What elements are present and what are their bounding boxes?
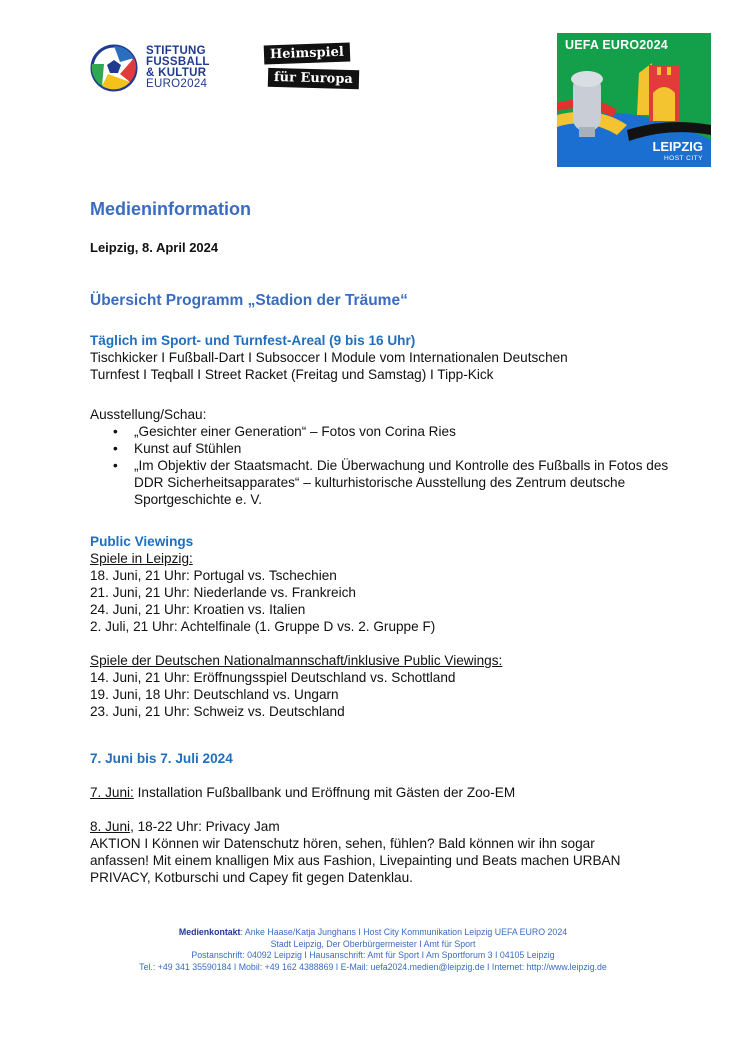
footer-contact: : Anke Haase/Katja Junghans I Host City Kommunikation Leipzig UEFA EURO 2024	[240, 927, 568, 937]
football-icon	[90, 44, 138, 92]
program-heading: Übersicht Programm „Stadion der Träume“	[90, 292, 408, 309]
list-item: 2. Juli, 21 Uhr: Achtelfinale (1. Gruppe D vs. 2. Gruppe F)	[90, 619, 436, 634]
list-item: 14. Juni, 21 Uhr: Eröffnungsspiel Deutschland vs. Schottland	[90, 670, 456, 685]
june7-entry	[90, 784, 670, 801]
public-viewings-section	[90, 533, 670, 720]
uefa-euro-leipzig-logo	[557, 33, 711, 167]
exhibition-label: Ausstellung/Schau:	[90, 407, 207, 422]
logo-line: Heimspiel	[264, 43, 350, 65]
list-item: • „Im Objektiv der Staatsmacht. Die Überwachung und Kontrolle des Fußballs in Fotos des DDR Sicherheitsapparates“ – kulturhistorische Ausstellung des Zentrum deutsche Sportgeschichte e. V.	[90, 457, 670, 508]
logo-line: EURO2024	[146, 78, 208, 90]
logo-line: für Europa	[268, 68, 359, 89]
june8-date: 8. Juni	[90, 819, 131, 834]
list-item: • Kunst auf Stühlen	[90, 440, 670, 457]
list-item: 21. Juni, 21 Uhr: Niederlande vs. Frankreich	[90, 585, 356, 600]
exhibition-section	[90, 406, 670, 508]
list-item: 24. Juni, 21 Uhr: Kroatien vs. Italien	[90, 602, 306, 617]
dateline: Leipzig, 8. April 2024	[90, 240, 219, 255]
footer-line: Stadt Leipzig, Der Oberbürgermeister I Amt für Sport	[270, 938, 476, 949]
june7-text: Installation Fußballbank und Eröffnung mit Gästen der Zoo-EM	[133, 785, 516, 800]
daily-section	[90, 332, 670, 383]
page-title: Medieninformation	[90, 199, 251, 219]
footer-line	[90, 927, 656, 939]
heimspiel-logo	[262, 44, 374, 96]
daily-heading: Täglich im Sport- und Turnfest-Areal (9 bis 16 Uhr)	[90, 333, 416, 348]
footer-line: Postanschrift: 04092 Leipzig I Hausanschrift: Amt für Sport I Am Sportforum 3 I 04105 Leipzig	[191, 950, 555, 960]
list-item: 18. Juni, 21 Uhr: Portugal vs. Tschechien	[90, 568, 337, 583]
june8-description: AKTION I Können wir Datenschutz hören, sehen, fühlen? Bald können wir ihn sogar anfassen! Mit einem knalligen Mix aus Fashion, Livepainting und Beats machen URBAN PRIVACY, Kotburschi und Capey fit gegen Datenklau.	[90, 836, 621, 885]
daily-line: Turnfest I Teqball I Street Racket (Freitag und Samstag) I Tipp-Kick	[90, 367, 494, 382]
period-section	[90, 750, 670, 886]
june8-entry	[90, 818, 670, 835]
logo-line: STIFTUNG	[146, 45, 206, 57]
leipzig-games-label: Spiele in Leipzig:	[90, 551, 193, 566]
logo-line: & KULTUR	[146, 67, 207, 79]
list-item: 19. Juni, 18 Uhr: Deutschland vs. Ungarn	[90, 687, 339, 702]
public-viewings-heading: Public Viewings	[90, 534, 194, 549]
host-city-name: LEIPZIG	[652, 139, 703, 154]
uefa-title: UEFA EURO2024	[565, 38, 668, 52]
host-city-label: HOST CITY	[663, 155, 703, 162]
list-item: • „Gesichter einer Generation“ – Fotos von Corina Ries	[90, 423, 670, 440]
june8-time: , 18-22 Uhr: Privacy Jam	[130, 819, 280, 834]
stiftung-wordmark	[146, 46, 210, 90]
list-item: 23. Juni, 21 Uhr: Schweiz vs. Deutschland	[90, 704, 345, 719]
june7-date: 7. Juni:	[90, 785, 134, 800]
footer-line: Tel.: +49 341 35590184 I Mobil: +49 162 4388869 I E-Mail: uefa2024.medien@leipzig.de I Internet: http://www.leipzig.de	[139, 961, 607, 972]
logo-line: FUSSBALL	[146, 56, 210, 68]
footer	[90, 927, 656, 973]
footer-label: Medienkontakt	[178, 927, 241, 937]
germany-games-label: Spiele der Deutschen Nationalmannschaft/inklusive Public Viewings:	[90, 653, 503, 668]
daily-line: Tischkicker I Fußball-Dart I Subsoccer I Module vom Internationalen Deutschen	[90, 350, 568, 365]
stiftung-logo	[90, 44, 240, 94]
period-heading: 7. Juni bis 7. Juli 2024	[90, 751, 233, 766]
exhibition-list	[90, 423, 670, 508]
